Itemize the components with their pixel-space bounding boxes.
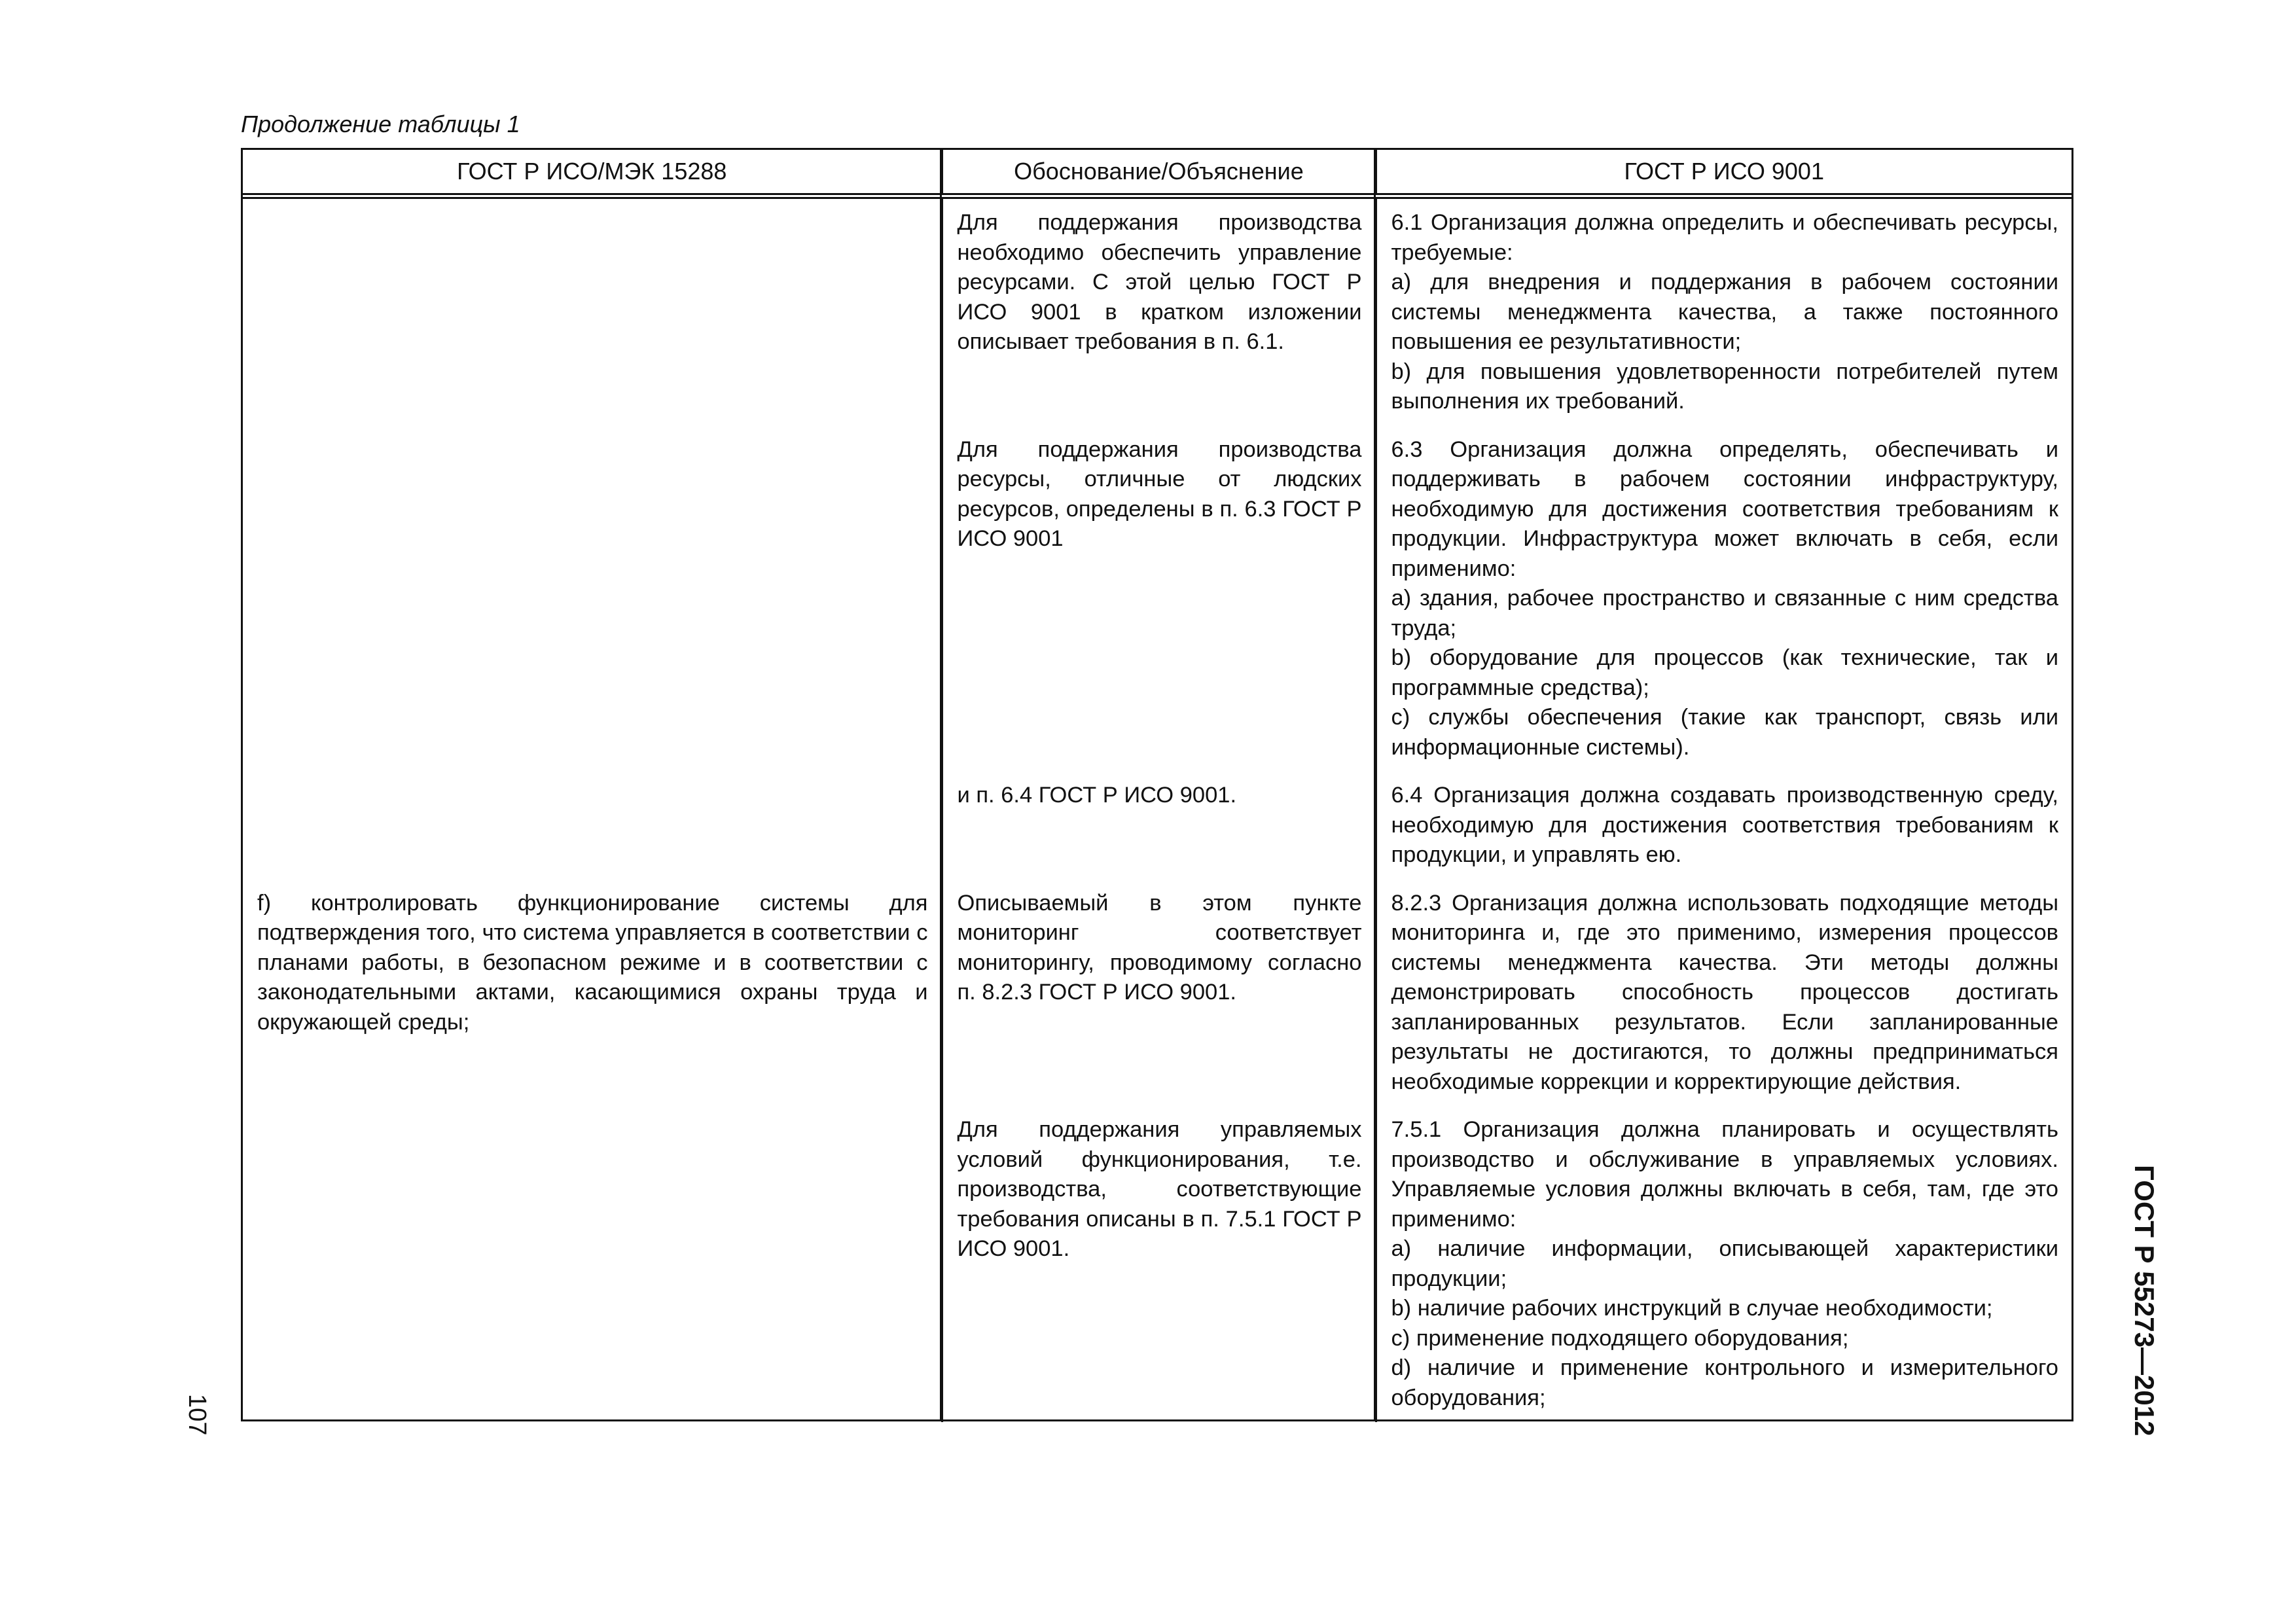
table-cell-col2 bbox=[942, 880, 1376, 1107]
table-row bbox=[243, 1106, 2072, 1422]
cell-paragraph: Для поддержания производства необходимо обеспечить управление ресурсами. С этой целью ГОСТ Р ИСО 9001 в кратком изложении описывает требования в п. 6.1. bbox=[957, 210, 1362, 354]
table-row bbox=[243, 880, 2072, 1107]
header-justification: Обоснование/Объяснение bbox=[942, 150, 1376, 196]
cell-paragraph: b) наличие рабочих инструкций в случае необходимости; bbox=[1391, 1296, 1993, 1321]
cell-paragraph: 6.1 Организация должна определить и обеспечивать ресурсы, требуемые: bbox=[1391, 210, 2058, 265]
cell-paragraph: Для поддержания управляемых условий функционирования, т.е. производства, соответствующие требования описаны в п. 7.5.1 ГОСТ Р ИСО 9001. bbox=[957, 1117, 1362, 1261]
cell-paragraph: d) наличие и применение контрольного и измерительного оборудования; bbox=[1391, 1355, 2058, 1410]
comparison-table bbox=[241, 148, 2073, 1421]
document-designation: ГОСТ Р 55273—2012 bbox=[2129, 1165, 2160, 1436]
cell-paragraph: 6.4 Организация должна создавать производственную среду, необходимую для достижения соответствия требованиям к продукции, и управлять ею. bbox=[1391, 783, 2058, 867]
table-cell-col1 bbox=[243, 196, 942, 426]
cell-paragraph: Для поддержания производства ресурсы, отличные от людских ресурсов, определены в п. 6.3 ГОСТ Р ИСО 9001 bbox=[957, 437, 1362, 551]
table-cell-col2 bbox=[942, 196, 1376, 426]
table-cell-col1 bbox=[243, 880, 942, 1107]
table-cell-col3 bbox=[1376, 880, 2072, 1107]
header-row bbox=[243, 150, 2072, 196]
cell-paragraph: b) для повышения удовлетворенности потребителей путем выполнения их требований. bbox=[1391, 359, 2058, 414]
cell-paragraph: a) здания, рабочее пространство и связанные с ним средства труда; bbox=[1391, 586, 2058, 641]
cell-paragraph: a) наличие информации, описывающей характеристики продукции; bbox=[1391, 1236, 2058, 1291]
table-body bbox=[243, 196, 2072, 1423]
table-cell-col1 bbox=[243, 1106, 942, 1422]
cell-paragraph: c) службы обеспечения (такие как транспорт, связь или информационные системы). bbox=[1391, 705, 2058, 760]
table-cell-col3 bbox=[1376, 196, 2072, 426]
header-gost-9001: ГОСТ Р ИСО 9001 bbox=[1376, 150, 2072, 196]
cell-paragraph: c) применение подходящего оборудования; bbox=[1391, 1325, 1849, 1351]
table-cell-col2 bbox=[942, 426, 1376, 772]
cell-paragraph: и п. 6.4 ГОСТ Р ИСО 9001. bbox=[957, 783, 1237, 808]
table-cell-col3 bbox=[1376, 1106, 2072, 1422]
cell-paragraph: 7.5.1 Организация должна планировать и осуществлять производство и обслуживание в управляемых условиях. Управляемые условия должны включать в себя, там, где это применимо: bbox=[1391, 1117, 2058, 1232]
table-cell-col1 bbox=[243, 772, 942, 880]
cell-paragraph: 6.3 Организация должна определять, обеспечивать и поддерживать в рабочем состоянии инфраструктуру, необходимую для достижения соответствия требованиям к продукции. Инфраструктура может включать в себя, если применимо: bbox=[1391, 437, 2058, 581]
table-row bbox=[243, 426, 2072, 772]
table-grid bbox=[243, 150, 2072, 1422]
table-caption: Продолжение таблицы 1 bbox=[241, 111, 520, 137]
table-cell-col2 bbox=[942, 772, 1376, 880]
cell-paragraph: Описываемый в этом пункте мониторинг соответствует мониторингу, проводимому согласно п. 8.2.3 ГОСТ Р ИСО 9001. bbox=[957, 890, 1362, 1005]
table-row bbox=[243, 772, 2072, 880]
table-row bbox=[243, 196, 2072, 426]
cell-paragraph: 8.2.3 Организация должна использовать подходящие методы мониторинга и, где это применимо, измерения процессов системы менеджмента качества. Эти методы должны демонстрировать способность процессов достигать запланированных результатов. Если запланированные результаты не достигаются, то должны предприниматься необходимые коррекции и корректирующие действия. bbox=[1391, 890, 2058, 1094]
cell-paragraph: f) контролировать функционирование системы для подтверждения того, что система управляется в соответствии с планами работы, в безопасном режиме и в соответствии с законодательными актами, касающимися охраны труда и окружающей среды; bbox=[257, 890, 928, 1035]
page-number: 107 bbox=[183, 1394, 211, 1436]
cell-paragraph: a) для внедрения и поддержания в рабочем состоянии системы менеджмента качества, а также постоянного повышения ее результативности; bbox=[1391, 270, 2058, 354]
cell-paragraph: b) оборудование для процессов (как технические, так и программные средства); bbox=[1391, 645, 2058, 700]
table-cell-col3 bbox=[1376, 772, 2072, 880]
table-cell-col3 bbox=[1376, 426, 2072, 772]
header-gost-15288: ГОСТ Р ИСО/МЭК 15288 bbox=[243, 150, 942, 196]
table-cell-col1 bbox=[243, 426, 942, 772]
table-cell-col2 bbox=[942, 1106, 1376, 1422]
